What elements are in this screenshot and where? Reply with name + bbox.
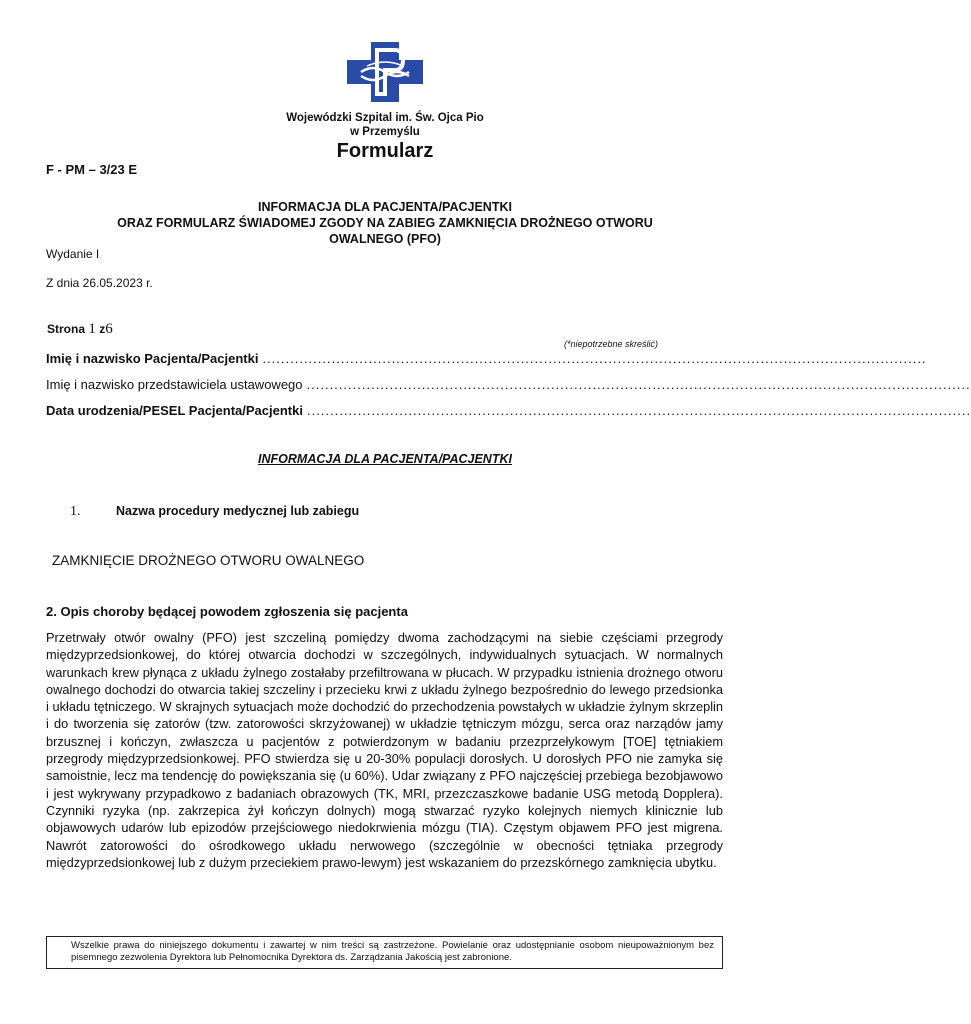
procedure-name: ZAMKNIĘCIE DROŻNEGO OTWORU OWALNEGO [52, 553, 365, 568]
birth-pesel-label: Data urodzenia/PESEL Pacjenta/Pacjentki [46, 403, 303, 418]
patient-name-field[interactable] [46, 351, 927, 366]
page-current: 1 [88, 321, 96, 337]
document-date: Z dnia 26.05.2023 r. [46, 276, 153, 290]
copyright-footer: Wszelkie prawa do niniejszego dokumentu i zawartej w nim treści są zastrzeżone. Powielanie oraz udostępnianie osobom nieupoważnionym bez pisemnego zezwolenia Dyrektora lub Pełnomocnika Dyrektora ds. Zarządzania Jakością jest zabronione. [46, 936, 723, 969]
representative-name-field[interactable] [46, 377, 971, 392]
hospital-cross-logo-icon [347, 42, 423, 102]
page-label: Strona [47, 322, 86, 336]
page-indicator [47, 321, 113, 338]
strike-note: (*niepotrzebne skreślić) [563, 339, 658, 349]
representative-name-label: Imię i nazwisko przedstawiciela ustawowego [46, 377, 303, 392]
hospital-city: w Przemyślu [350, 126, 420, 138]
document-title-line: OWALNEGO (PFO) [329, 232, 441, 246]
patient-name-label: Imię i nazwisko Pacjenta/Pacjentki [46, 351, 259, 366]
document-title [70, 199, 700, 247]
patient-name-dots[interactable]: ................................................................................................................................................ [262, 351, 927, 366]
document-title-line: INFORMACJA DLA PACJENTA/PACJENTKI [258, 200, 512, 214]
edition: Wydanie I [46, 247, 100, 261]
page-total: 6 [105, 321, 113, 337]
item-1-number: 1. [70, 504, 81, 519]
representative-name-dots[interactable]: ................................................................................................................................................ [306, 377, 971, 392]
form-code: F - PM – 3/23 E [46, 162, 138, 177]
document-title-line: ORAZ FORMULARZ ŚWIADOMEJ ZGODY NA ZABIEG ZAMKNIĘCIA DROŻNEGO OTWORU [117, 216, 653, 230]
section-title: INFORMACJA DLA PACJENTA/PACJENTKI [258, 452, 512, 466]
item-2-title: 2. Opis choroby będącej powodem zgłoszenia się pacjenta [46, 604, 408, 619]
form-title: Formularz [336, 140, 434, 162]
birth-pesel-dots[interactable]: ................................................................................................................................................ [306, 403, 971, 418]
item-1-title: Nazwa procedury medycznej lub zabiegu [116, 504, 360, 518]
item-1 [70, 504, 359, 520]
page-sep: z [99, 322, 106, 336]
hospital-name: Wojewódzki Szpital im. Św. Ojca Pio [286, 112, 484, 124]
hospital-logo [347, 42, 423, 102]
birth-pesel-field[interactable] [46, 403, 971, 418]
item-2-text: Przetrwały otwór owalny (PFO) jest szczeliną pomiędzy dwoma zachodzącymi na siebie częściami przegrody międzyprzedsionkowej, do której otwarcia dochodzi w szczególnych, indywidualnych sytuacjach. W normalnych warunkach krew płynąca z układu żylnego zostałaby przefiltrowana w płucach. W przypadku istnienia drożnego otworu owalnego dochodzi do otwarcia takiej szczeliny i przecieku krwi z układu żylnego bezpośrednio do lewego przedsionka i układu tętniczego. W skrajnych sytuacjach może dochodzić do przechodzenia powstałych w układzie żylnym skrzeplin i do tworzenia się zatorów (tzw. zatorowości skrzyżowanej) w układzie tętniczym mózgu, serca oraz narządów jamy brzusznej i kończyn, zwłaszcza u pacjentów z potwierdzonym w badaniu przezprzełykowym [TOE] tętniakiem przegrody międzyprzedsionkowej. PFO stwierdza się u 20-30% populacji dorosłych. U dorosłych PFO nie zamyka się samoistnie, lecz ma tendencję do powiększania się (u 60%). Udar związany z PFO najczęściej przebiega bezobjawowo i jest wykrywany przypadkowo z badaniach obrazowych (TK, MRI, przezczaszkowe badanie USG metodą Dopplera). Czynniki ryzyka (np. zakrzepica żył kończyn dolnych) mogą stwarzać ryzyko kolejnych niemych klinicznie lub objawowych udarów lub epizodów przejściowego niedokrwienia mózgu (TIA). Częstym objawem PFO jest migrena. Nawrót zatorowości do ośrodkowego układu nerwowego (szczególnie w obecności tętniaka przegrody międzyprzedsionkowej lub z dużym przeciekiem prawo-lewym) jest wskazaniem do przezskórnego zamknięcia ubytku. [46, 630, 723, 870]
